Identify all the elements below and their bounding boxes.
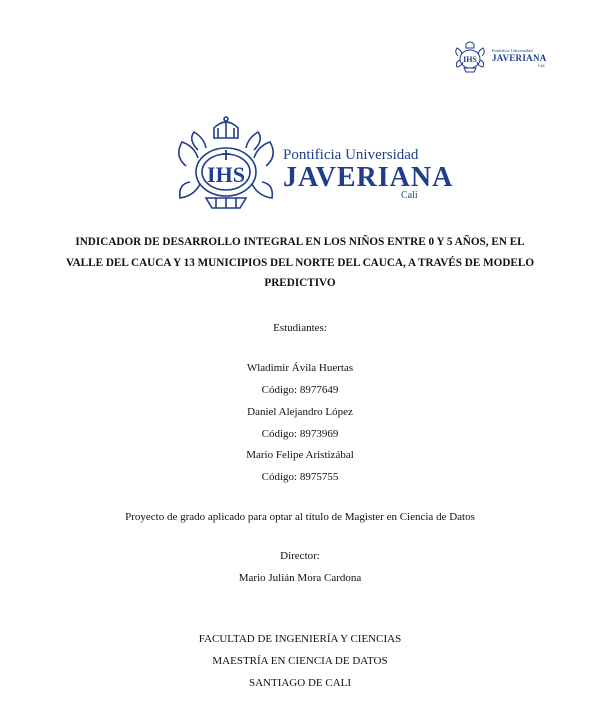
student-3-name: Mario Felipe Aristizábal [246, 449, 354, 461]
program-name: MAESTRÍA EN CIENCIA DE DATOS [212, 655, 388, 667]
main-logo-name: Pontificia Universidad [283, 147, 419, 163]
main-university-logo [172, 112, 454, 212]
header-logo-title: JAVERIANA [492, 53, 547, 63]
student-1-name: Wladimir Ávila Huertas [246, 362, 354, 374]
header-logo-name: Pontificia Universidad [492, 48, 533, 53]
main-logo-title: JAVERIANA [283, 162, 454, 193]
student-2-name: Daniel Alejandro López [247, 406, 353, 418]
title-line-1: INDICADOR DE DESARROLLO INTEGRAL EN LOS NIÑOS ENTRE 0 Y 5 AÑOS, EN EL [75, 236, 525, 248]
degree-purpose: Proyecto de grado aplicado para optar al título de Magister en Ciencia de Datos [125, 511, 475, 523]
student-2-code: Código: 8973969 [261, 428, 339, 440]
director-label: Director: [280, 550, 320, 562]
student-1-code: Código: 8977649 [261, 384, 339, 396]
header-university-logo [452, 38, 552, 74]
header-crest-icon [452, 38, 488, 74]
title-line-2: VALLE DEL CAUCA Y 13 MUNICIPIOS DEL NORTE DEL CAUCA, A TRAVÉS DE MODELO [65, 256, 535, 269]
city-name: SANTIAGO DE CALI [248, 677, 352, 689]
student-3-code: Código: 8975755 [261, 471, 339, 483]
faculty-name: FACULTAD DE INGENIERÍA Y CIENCIAS [198, 633, 402, 645]
svg-text:IHS: IHS [207, 162, 245, 187]
main-logo-city: Cali [401, 190, 418, 201]
students-label: Estudiantes: [273, 322, 327, 334]
main-crest-icon [172, 112, 280, 212]
director-name: Mario Julián Mora Cardona [238, 572, 362, 584]
thesis-title [40, 232, 560, 294]
header-logo-city: Cali [538, 63, 545, 68]
svg-text:IHS: IHS [463, 55, 477, 64]
title-line-3: PREDICTIVO [264, 277, 336, 289]
